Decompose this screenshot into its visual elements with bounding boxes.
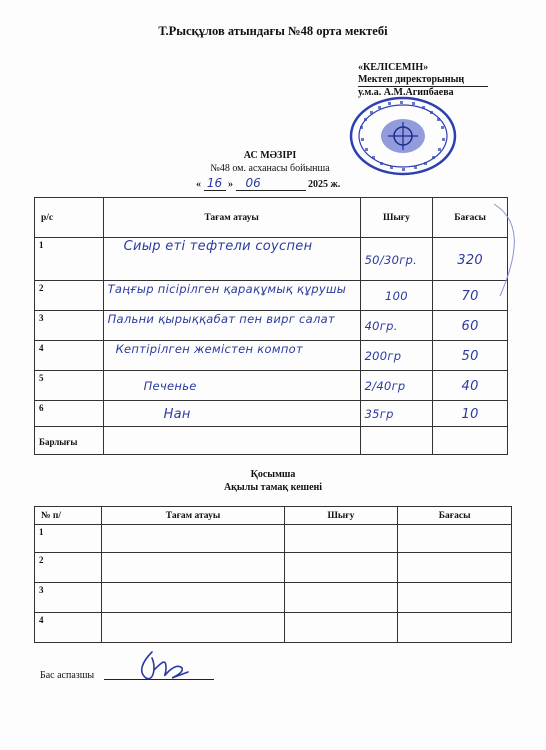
appendix-row-portion — [284, 583, 398, 613]
appendix-row-name — [102, 525, 284, 553]
appendix-title: Қосымша — [250, 469, 296, 480]
appendix-header-portion: Шығу — [284, 507, 398, 525]
row-portion: 50/30гр. — [360, 238, 433, 281]
appendix-row-portion — [284, 525, 398, 553]
row-price: 320 — [433, 238, 508, 281]
approval-title: «КЕЛІСЕМІН» — [358, 62, 429, 73]
row-num: 5 — [35, 371, 104, 401]
approval-line1: Мектеп директорының — [358, 74, 488, 87]
header-num: р/с — [35, 198, 104, 238]
table-row — [35, 553, 512, 583]
row-num: 4 — [35, 341, 104, 371]
school-title: Т.Рысқұлов атындағы №48 орта мектебі — [158, 24, 388, 38]
table-row — [35, 401, 508, 427]
row-num: 6 — [35, 401, 104, 427]
table-row — [35, 613, 512, 643]
appendix-row-price — [398, 613, 512, 643]
row-price: 10 — [433, 401, 508, 427]
chef-label: Бас аспазшы — [40, 670, 95, 681]
date-close-quote: » — [228, 179, 233, 190]
row-name: Сиыр еті тефтели соуспен — [103, 238, 360, 281]
date-month: 06 — [236, 176, 306, 191]
appendix-row-num: 4 — [35, 613, 102, 643]
menu-table — [34, 197, 508, 455]
appendix-row-num: 2 — [35, 553, 102, 583]
row-name: Кептірілген жемістен компот — [103, 341, 360, 371]
chef-signature — [132, 648, 192, 684]
header-portion: Шығу — [360, 198, 433, 238]
header-price: Бағасы — [433, 198, 508, 238]
appendix-row-portion — [284, 553, 398, 583]
row-portion: 100 — [360, 281, 433, 311]
appendix-subtitle: Ақылы тамақ кешені — [223, 482, 323, 493]
row-price: 70 — [433, 281, 508, 311]
appendix-row-price — [398, 553, 512, 583]
total-label: Барлығы — [35, 427, 104, 455]
row-name: Нан — [103, 401, 360, 427]
menu-title: АС МӘЗІРІ — [243, 150, 297, 161]
appendix-header-price: Бағасы — [398, 507, 512, 525]
appendix-row-price — [398, 583, 512, 613]
appendix-row-num: 3 — [35, 583, 102, 613]
row-portion: 2/40гр — [360, 371, 433, 401]
total-name-cell — [103, 427, 360, 455]
appendix-row-name — [102, 583, 284, 613]
approval-block — [358, 62, 488, 99]
row-portion: 40гр. — [360, 311, 433, 341]
menu-date — [196, 176, 376, 191]
pen-stroke-mark — [490, 200, 530, 300]
appendix-row-price — [398, 525, 512, 553]
row-price: 50 — [433, 341, 508, 371]
appendix-row-name — [102, 613, 284, 643]
table-row — [35, 583, 512, 613]
date-open-quote: « — [196, 179, 201, 190]
table-row — [35, 341, 508, 371]
approval-line2: у.м.а. А.М.Агипбаева — [358, 87, 454, 98]
appendix-header-num: № п/ — [35, 507, 102, 525]
table-row — [35, 311, 508, 341]
appendix-row-portion — [284, 613, 398, 643]
date-day: 16 — [204, 176, 226, 191]
menu-subtitle: №48 ом. асханасы бойынша — [210, 163, 330, 174]
table-row — [35, 525, 512, 553]
row-num: 3 — [35, 311, 104, 341]
table-row — [35, 371, 508, 401]
appendix-table-header — [35, 507, 512, 525]
row-num: 1 — [35, 238, 104, 281]
total-price-cell — [433, 427, 508, 455]
table-total-row — [35, 427, 508, 455]
row-num: 2 — [35, 281, 104, 311]
table-row — [35, 238, 508, 281]
table-row — [35, 281, 508, 311]
appendix-row-name — [102, 553, 284, 583]
appendix-header-name: Тағам атауы — [102, 507, 284, 525]
row-name: Пальни қырыққабат пен вирг салат — [103, 311, 360, 341]
appendix-row-num: 1 — [35, 525, 102, 553]
total-portion-cell — [360, 427, 433, 455]
row-price: 40 — [433, 371, 508, 401]
row-name: Таңғыр пісірілген қарақұмық құрушы — [103, 281, 360, 311]
row-portion: 200гр — [360, 341, 433, 371]
menu-table-header — [35, 198, 508, 238]
header-name: Тағам атауы — [103, 198, 360, 238]
row-price: 60 — [433, 311, 508, 341]
date-year: 2025 ж. — [308, 179, 341, 190]
appendix-table — [34, 506, 512, 643]
row-name: Печенье — [103, 371, 360, 401]
row-portion: 35гр — [360, 401, 433, 427]
